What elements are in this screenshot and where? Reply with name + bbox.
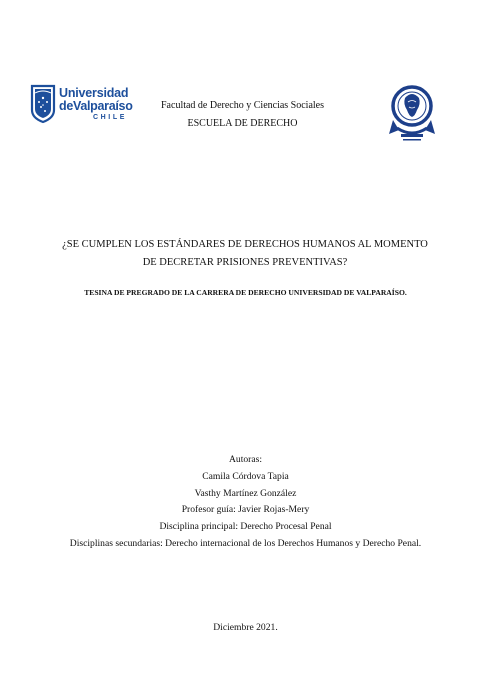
university-shield-icon (30, 84, 56, 124)
faculty-name: Facultad de Derecho y Ciencias Sociales (161, 100, 324, 111)
secondary-disciplines: Disciplinas secundarias: Derecho internacional de los Derechos Humanos y Derecho Penal. (69, 537, 422, 549)
thesis-subtitle: TESINA DE PREGRADO DE LA CARRERA DE DERECHO UNIVERSIDAD DE VALPARAÍSO. (84, 288, 407, 297)
author-1: Camila Córdova Tapia (202, 470, 289, 482)
authors-label: Autoras: (228, 454, 263, 465)
university-wordmark (59, 87, 133, 122)
faculty-seal-icon (385, 84, 440, 144)
school-name: ESCUELA DE DERECHO (187, 118, 298, 129)
title-line-1: ¿SE CUMPLEN LOS ESTÁNDARES DE DERECHOS HUMANOS AL MOMENTO (62, 239, 428, 250)
wordmark-line-2: deValparaíso (59, 99, 133, 113)
author-2: Vasthy Martínez González (194, 487, 297, 499)
main-discipline: Disciplina principal: Derecho Procesal Penal (159, 521, 332, 533)
wordmark-line-3: CHILE (93, 114, 127, 121)
faculty-header (130, 99, 355, 130)
university-logo (30, 84, 133, 130)
title-line-2: DE DECRETAR PRISIONES PREVENTIVAS? (142, 257, 348, 268)
wordmark-line-1: Universidad (59, 86, 129, 100)
credits-block (20, 452, 471, 553)
date: Diciembre 2021. (213, 622, 278, 633)
thesis-title (40, 236, 450, 272)
advisor: Profesor guía: Javier Rojas-Mery (181, 504, 310, 516)
